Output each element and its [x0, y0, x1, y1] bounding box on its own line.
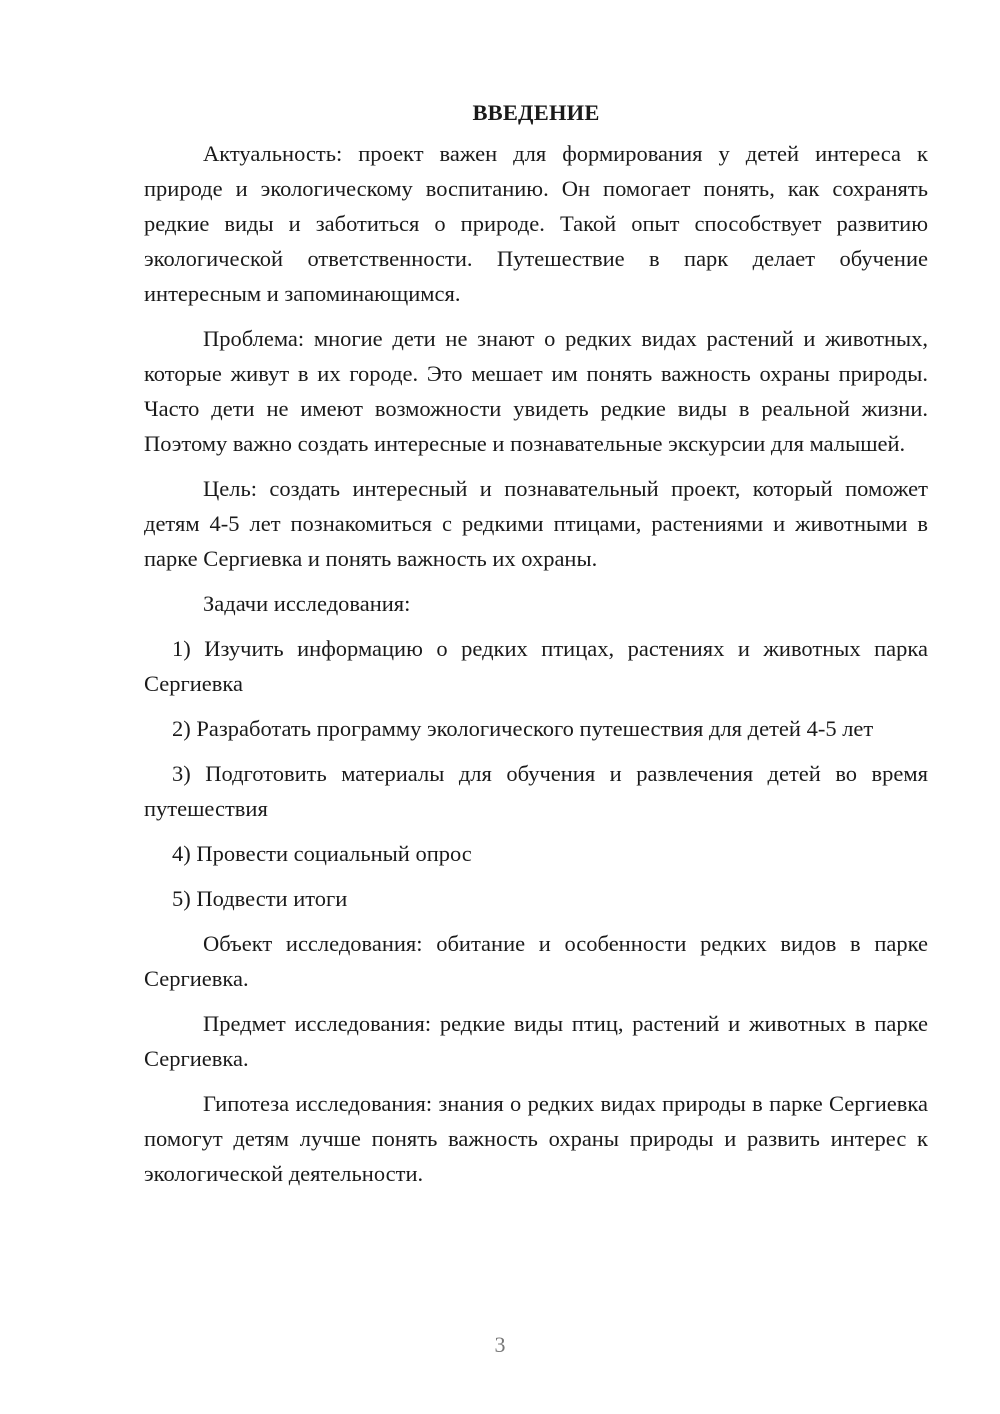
- paragraph-object: Объект исследования: обитание и особенности редких видов в парке Сергиевка.: [144, 931, 928, 991]
- page-number: 3: [494, 1332, 506, 1357]
- task-item: 3) Подготовить материалы для обучения и развлечения детей во время путешествия: [144, 761, 928, 821]
- paragraph-tasks-heading: Задачи исследования:: [203, 591, 411, 616]
- paragraph-hypothesis: Гипотеза исследования: знания о редких видах природы в парке Сергиевка помогут детям лучше понять важность охраны природы и развить интерес к экологической деятельности.: [144, 1091, 928, 1186]
- document-page: [144, 95, 928, 1201]
- task-item: 5) Подвести итоги: [172, 886, 348, 911]
- task-item: 4) Провести социальный опрос: [172, 841, 472, 866]
- paragraph-relevance: Актуальность: проект важен для формирования у детей интереса к природе и экологическому воспитанию. Он помогает понять, как сохранять редкие виды и заботиться о природе. Такой опыт способствует развитию экологической ответственности. Путешествие в парк делает обучение интересным и запоминающимся.: [144, 141, 928, 306]
- page-title: ВВЕДЕНИЕ: [472, 100, 600, 125]
- paragraph-problem: Проблема: многие дети не знают о редких видах растений и животных, которые живут в их городе. Это мешает им понять важность охраны природы. Часто дети не имеют возможности увидеть редкие виды в реальной жизни. Поэтому важно создать интересные и познавательные экскурсии для малышей.: [144, 326, 928, 456]
- paragraph-subject: Предмет исследования: редкие виды птиц, растений и животных в парке Сергиевка.: [144, 1011, 928, 1071]
- task-item: 2) Разработать программу экологического путешествия для детей 4-5 лет: [172, 716, 874, 741]
- task-item: 1) Изучить информацию о редких птицах, растениях и животных парка Сергиевка: [144, 636, 928, 696]
- paragraph-goal: Цель: создать интересный и познавательный проект, который поможет детям 4-5 лет познакомиться с редкими птицами, растениями и животными в парке Сергиевка и понять важность их охраны.: [144, 476, 928, 571]
